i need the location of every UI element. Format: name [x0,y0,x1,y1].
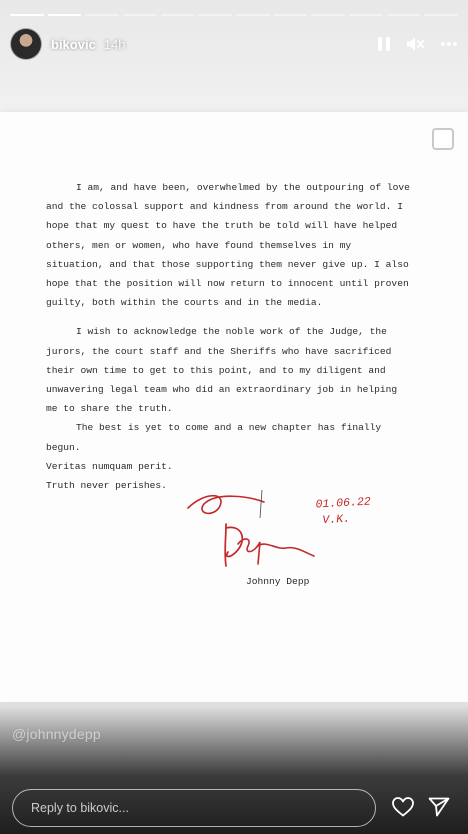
mute-icon[interactable] [406,36,424,52]
post-time: 14h [103,36,126,52]
handwritten-date: 01.06.22 [315,495,372,512]
handwritten-initials: V.K. [322,512,351,528]
letter-text [46,178,414,495]
pause-icon[interactable] [378,37,390,51]
letter-image [0,112,468,702]
story-header [10,28,458,60]
handwritten-signature [186,488,316,574]
heart-icon[interactable] [392,797,414,822]
progress-segment [48,14,82,16]
letter-english-line: Truth never perishes. [46,480,167,492]
letter-paragraph-1: I am, and have been, overwhelmed by the outpouring of love and the colossal support and kindness from around the world. I hope that my quest to have the truth be told will have helped others, men or women, who have found themselves in my situation, and that those supporting them never give up. I also hope that the position will now return to innocent until proven guilty, both within the courts and in the media. [46,182,410,309]
header-controls [378,36,458,52]
progress-segment [387,14,421,16]
signature-name: Johnny Depp [246,576,310,587]
letter-paragraph-2: I wish to acknowledge the noble work of the Judge, the jurors, the court staff and the Sheriffs who have sacrificed their own time to get to this point, and to my diligent and unwavering legal team who did an extraordinary job in helping me to share the truth. [46,326,398,415]
letter-latin-line: Veritas numquam perit. [46,460,173,472]
progress-segment [198,14,232,16]
progress-segment [236,14,270,16]
avatar[interactable] [10,28,42,60]
send-icon[interactable] [428,797,450,822]
progress-segment [349,14,383,16]
more-options-icon[interactable] [440,41,458,47]
reply-input[interactable] [12,789,376,827]
username[interactable]: bikovic [51,36,96,52]
progress-segment [161,14,195,16]
handwritten-date-note [315,495,372,530]
progress-segment [85,14,119,16]
progress-segment [10,14,44,16]
account-watermark: @johnnydepp [12,726,101,742]
corner-marker [432,128,454,150]
progress-segment [311,14,345,16]
story-progress-bar [10,14,458,17]
progress-segment [424,14,458,16]
progress-segment [123,14,157,16]
progress-segment [274,14,308,16]
letter-paragraph-3: The best is yet to come and a new chapter has finally begun. [46,422,382,453]
